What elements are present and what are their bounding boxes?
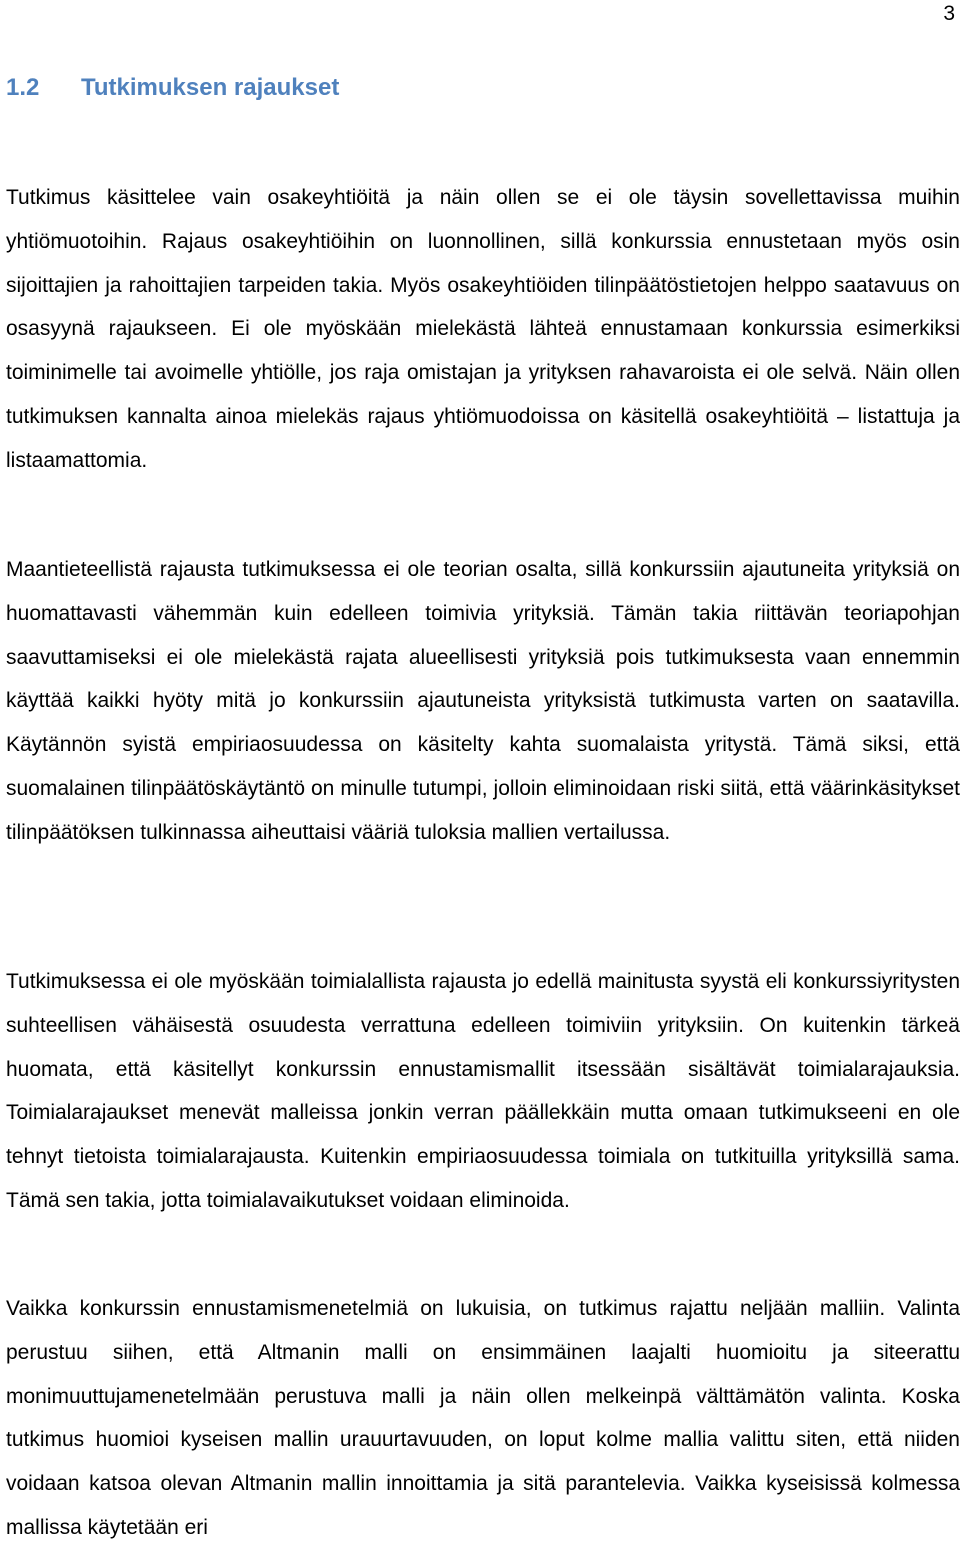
paragraph-company-form-scope: Tutkimus käsittelee vain osakeyhtiöitä ja näin ollen se ei ole täysin sovellettavissa muihin yhtiömuotoihin. Rajaus osakeyhtiöihin on luonnollinen, sillä konkurssia ennustetaan myös osin sijoittajien ja rahoittajien tarpeiden takia. Myös osakeyhtiöiden tilinpäätöstietojen helppo saatavuus on osasyynä rajaukseen. Ei ole myöskään mielekästä lähteä ennustamaan konkurssia esimerkiksi toiminimelle tai avoimelle yhtiölle, jos raja omistajan ja yrityksen rahavaroista ei ole selvä. Näin ollen tutkimuksen kannalta ainoa mielekäs rajaus yhtiömuodoissa on käsitellä osakeyhtiöitä – listattuja ja listaamattomia. [6,186,960,472]
section-heading [6,70,339,106]
section-number: 1.2 [6,74,40,101]
page-number: 3 [943,2,955,25]
paragraph-geographic-scope: Maantieteellistä rajausta tutkimuksessa ei ole teorian osalta, sillä konkurssiin ajautuneita yrityksiä on huomattavasti vähemmän kuin edelleen toimivia yrityksiä. Tämän takia riittävän teoriapohjan saavuttamiseksi ei ole mielekästä rajata alueellisesti yrityksiä pois tutkimuksesta vaan ennemmin käyttää kaikki hyöty mitä jo konkurssiin ajautuneista yrityksistä tutkimusta varten on saatavilla. Käytännön syistä empiriaosuudessa on käsitelty kahta suomalaista yritystä. Tämä siksi, että suomalainen tilinpäätöskäytäntö on minulle tutumpi, jolloin eliminoidaan riski siitä, että väärinkäsitykset tilinpäätöksen tulkinnassa aiheuttaisi vääriä tuloksia mallien vertailussa. [6,558,960,844]
section-title: Tutkimuksen rajaukset [81,74,340,101]
paragraph-industry-scope: Tutkimuksessa ei ole myöskään toimialallista rajausta jo edellä mainitusta syystä eli konkurssiyritysten suhteellisen vähäisestä osuudesta verrattuna edelleen toimiviin yrityksiin. On kuitenkin tärkeä huomata, että käsitellyt konkurssin ennustamismallit itsessään sisältävät toimialarajauksia. Toimialarajaukset menevät malleissa jonkin verran päällekkäin mutta omaan tutkimukseeni en ole tehnyt tietoista toimialarajausta. Kuitenkin empiriaosuudessa toimiala on tutkituilla yrityksillä sama. Tämä sen takia, jotta toimialavaikutukset voidaan eliminoida. [6,970,960,1212]
paragraph-model-scope: Vaikka konkurssin ennustamismenetelmiä on lukuisia, on tutkimus rajattu neljään malliin. Valinta perustuu siihen, että Altmanin malli on ensimmäinen laajalti huomioitu ja siteerattu monimuuttujamenetelmään perustuva malli ja näin ollen melkeinpä välttämätön valinta. Koska tutkimus huomioi kyseisen mallin urauurtavuuden, on loput kolme mallia valittu siten, että niiden voidaan katsoa olevan Altmanin mallin innoittamia ja sitä parantelevia. Vaikka kyseisissä kolmessa mallissa käytetään eri [6,1297,960,1539]
